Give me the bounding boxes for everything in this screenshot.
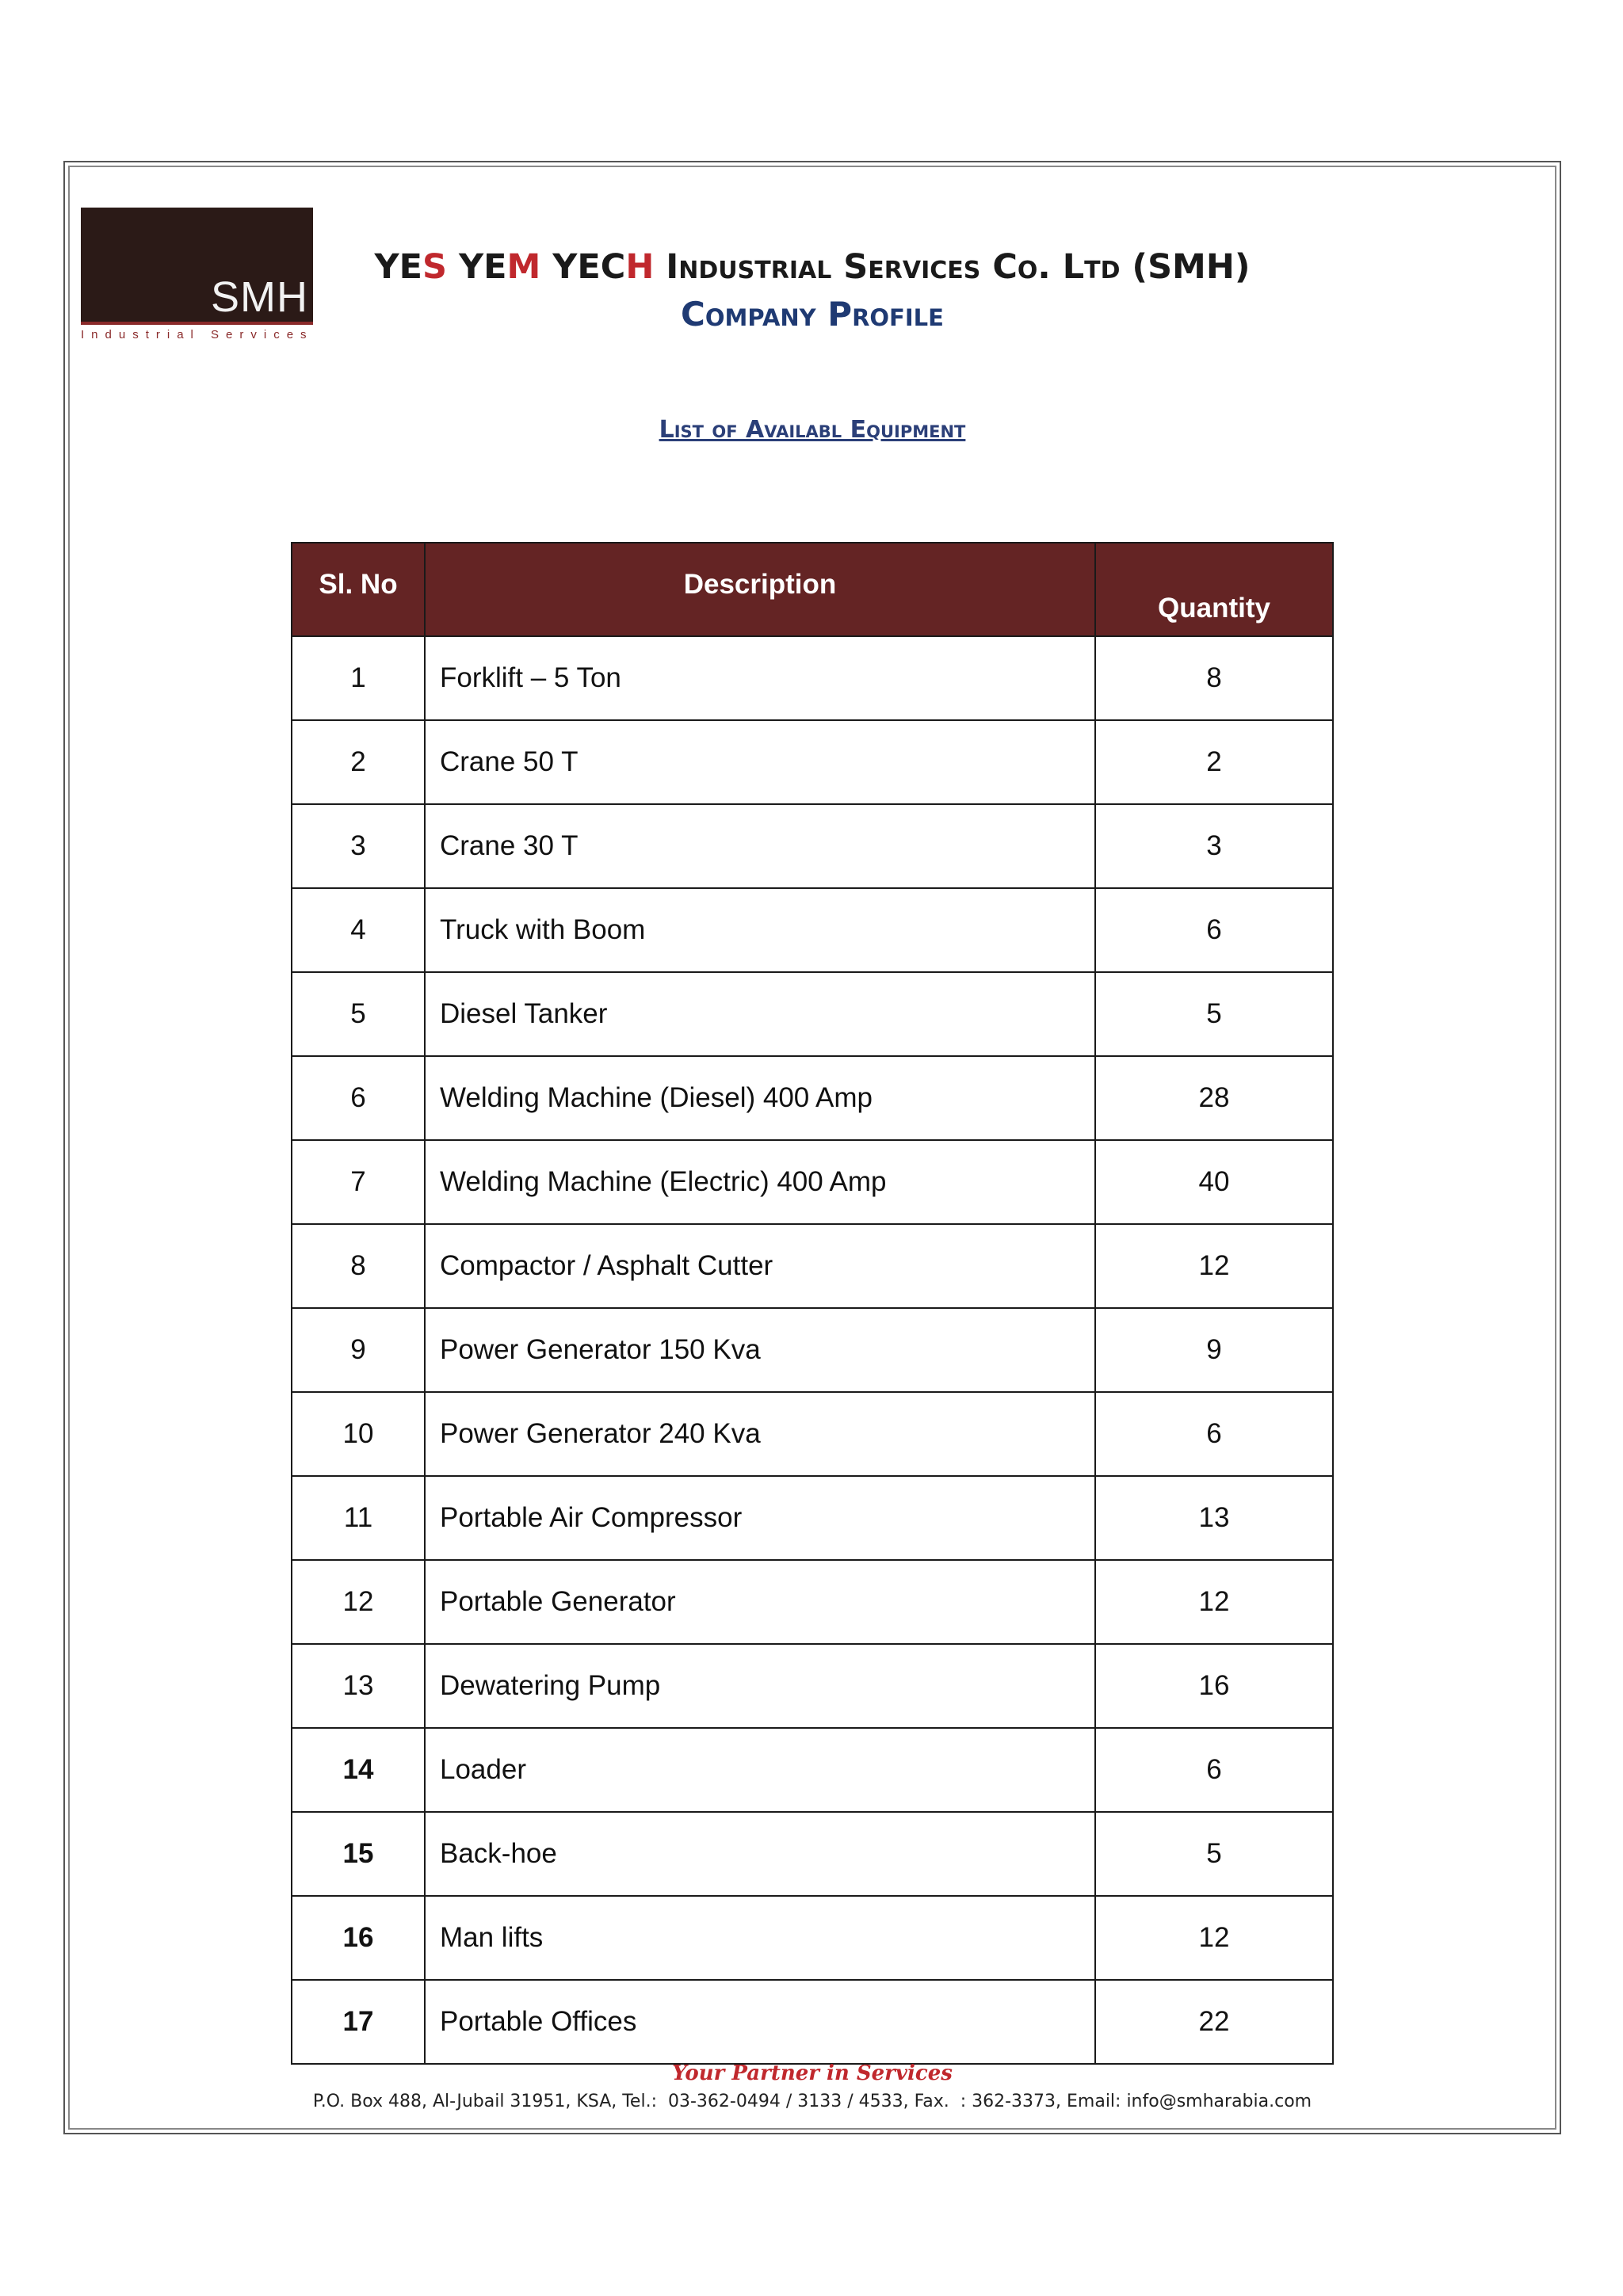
header-sl-no: Sl. No bbox=[292, 543, 425, 636]
equipment-table bbox=[291, 542, 1334, 2065]
table-row bbox=[292, 1308, 1333, 1392]
footer-contact: P.O. Box 488, Al-Jubail 31951, KSA, Tel.: 03-362-0494 / 3133 / 4533, Fax. : 362-3373, Email: info@smharabia.com bbox=[312, 2092, 1312, 2111]
logo-subtitle: Industrial Services bbox=[81, 328, 314, 341]
table-row bbox=[292, 636, 1333, 720]
table-row bbox=[292, 1224, 1333, 1308]
table-row bbox=[292, 1140, 1333, 1224]
footer-tagline: Your Partner in Services bbox=[672, 2061, 953, 2085]
row-description: Portable Air Compressor bbox=[425, 1476, 1095, 1560]
table-row bbox=[292, 972, 1333, 1056]
row-number: 11 bbox=[292, 1476, 425, 1560]
row-quantity: 22 bbox=[1095, 1980, 1333, 2064]
company-name-accent: S bbox=[422, 247, 447, 287]
row-description: Crane 30 T bbox=[425, 804, 1095, 888]
row-quantity: 28 bbox=[1095, 1056, 1333, 1140]
table-row bbox=[292, 804, 1333, 888]
row-description: Portable Offices bbox=[425, 1980, 1095, 2064]
company-name bbox=[158, 247, 1466, 287]
row-quantity: 9 bbox=[1095, 1308, 1333, 1392]
row-quantity: 12 bbox=[1095, 1560, 1333, 1644]
table-row bbox=[292, 888, 1333, 972]
row-quantity: 8 bbox=[1095, 636, 1333, 720]
row-quantity: 16 bbox=[1095, 1644, 1333, 1728]
table-header-row bbox=[292, 543, 1333, 636]
row-description: Welding Machine (Diesel) 400 Amp bbox=[425, 1056, 1095, 1140]
table-row bbox=[292, 1728, 1333, 1812]
row-number: 15 bbox=[292, 1812, 425, 1896]
header-quantity: Quantity bbox=[1095, 543, 1333, 636]
company-name-accent: M bbox=[506, 247, 541, 287]
row-quantity: 6 bbox=[1095, 1728, 1333, 1812]
table-row bbox=[292, 1476, 1333, 1560]
row-quantity: 6 bbox=[1095, 1392, 1333, 1476]
row-description: Welding Machine (Electric) 400 Amp bbox=[425, 1140, 1095, 1224]
row-description: Truck with Boom bbox=[425, 888, 1095, 972]
row-quantity: 12 bbox=[1095, 1896, 1333, 1980]
table-row bbox=[292, 1392, 1333, 1476]
table-row bbox=[292, 1812, 1333, 1896]
row-description: Power Generator 240 Kva bbox=[425, 1392, 1095, 1476]
row-quantity: 13 bbox=[1095, 1476, 1333, 1560]
row-number: 5 bbox=[292, 972, 425, 1056]
table-row bbox=[292, 1980, 1333, 2064]
row-number: 7 bbox=[292, 1140, 425, 1224]
row-number: 17 bbox=[292, 1980, 425, 2064]
row-description: Man lifts bbox=[425, 1896, 1095, 1980]
row-number: 6 bbox=[292, 1056, 425, 1140]
row-description: Loader bbox=[425, 1728, 1095, 1812]
table-row bbox=[292, 1644, 1333, 1728]
row-quantity: 5 bbox=[1095, 1812, 1333, 1896]
company-name-part: YE bbox=[447, 247, 507, 287]
company-name-accent: H bbox=[625, 247, 655, 287]
row-description: Portable Generator bbox=[425, 1560, 1095, 1644]
row-quantity: 5 bbox=[1095, 972, 1333, 1056]
company-name-part: YEC bbox=[540, 247, 626, 287]
header-description: Description bbox=[425, 543, 1095, 636]
row-number: 13 bbox=[292, 1644, 425, 1728]
row-number: 8 bbox=[292, 1224, 425, 1308]
row-number: 12 bbox=[292, 1560, 425, 1644]
table-row bbox=[292, 1560, 1333, 1644]
row-number: 9 bbox=[292, 1308, 425, 1392]
row-description: Dewatering Pump bbox=[425, 1644, 1095, 1728]
row-number: 2 bbox=[292, 720, 425, 804]
row-description: Back-hoe bbox=[425, 1812, 1095, 1896]
row-quantity: 3 bbox=[1095, 804, 1333, 888]
row-quantity: 40 bbox=[1095, 1140, 1333, 1224]
logo-mark: SMH bbox=[211, 273, 308, 321]
row-number: 16 bbox=[292, 1896, 425, 1980]
row-number: 1 bbox=[292, 636, 425, 720]
table-row bbox=[292, 1896, 1333, 1980]
row-description: Power Generator 150 Kva bbox=[425, 1308, 1095, 1392]
row-number: 4 bbox=[292, 888, 425, 972]
row-description: Crane 50 T bbox=[425, 720, 1095, 804]
row-number: 10 bbox=[292, 1392, 425, 1476]
company-name-part: Industrial Services Co. Ltd (SMH) bbox=[654, 247, 1251, 287]
row-number: 14 bbox=[292, 1728, 425, 1812]
company-profile-title: Company Profile bbox=[681, 295, 944, 334]
row-description: Diesel Tanker bbox=[425, 972, 1095, 1056]
row-description: Compactor / Asphalt Cutter bbox=[425, 1224, 1095, 1308]
row-description: Forklift – 5 Ton bbox=[425, 636, 1095, 720]
table-row bbox=[292, 720, 1333, 804]
equipment-list-title: List of Availabl Equipment bbox=[659, 416, 966, 444]
company-name-part: YE bbox=[374, 247, 423, 287]
row-quantity: 6 bbox=[1095, 888, 1333, 972]
row-quantity: 12 bbox=[1095, 1224, 1333, 1308]
table-row bbox=[292, 1056, 1333, 1140]
row-quantity: 2 bbox=[1095, 720, 1333, 804]
row-number: 3 bbox=[292, 804, 425, 888]
